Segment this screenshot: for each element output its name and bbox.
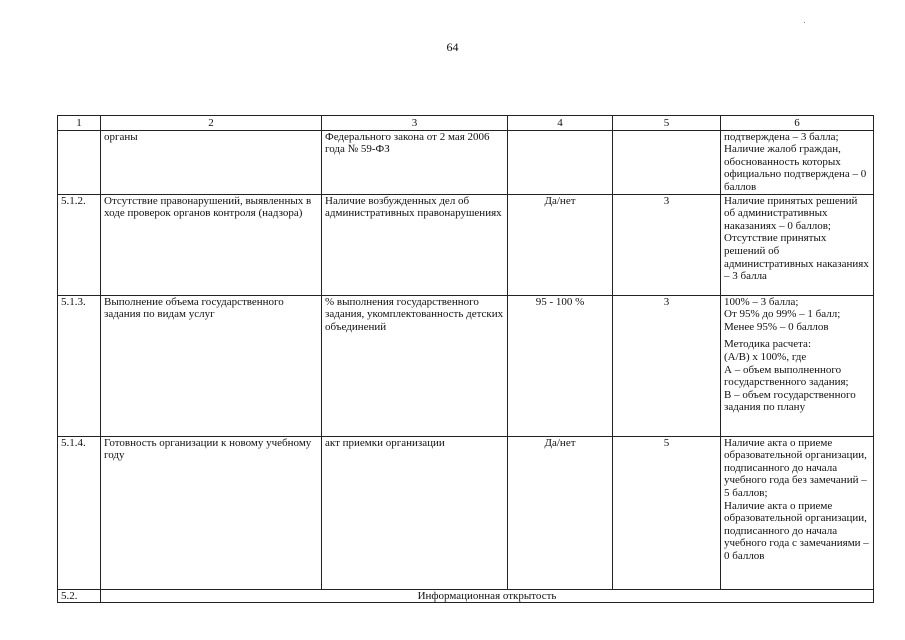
evaluation-line: Наличие акта о приеме образовательной организации, подписанного до начала учебного года с замечаниями – 0 баллов xyxy=(724,499,869,562)
criterion-name: органы xyxy=(101,130,322,194)
table-row xyxy=(58,130,874,194)
criterion-unit: Да/нет xyxy=(508,194,613,295)
criterion-indicator: Федерального закона от 2 мая 2006 года № 59-ФЗ xyxy=(322,130,508,194)
criterion-name: Отсутствие правонарушений, выявленных в ходе проверок органов контроля (надзора) xyxy=(101,194,322,295)
criterion-evaluation xyxy=(721,194,874,295)
criterion-unit xyxy=(508,130,613,194)
criteria-table xyxy=(57,115,874,603)
method-line: В – объем государственного задания по плану xyxy=(724,388,856,414)
row-number: 5.1.3. xyxy=(58,295,101,436)
criterion-evaluation xyxy=(721,130,874,194)
evaluation-line: Наличие жалоб граждан, обоснованность которых официально подтверждена – 0 баллов xyxy=(724,143,867,193)
column-header: 2 xyxy=(101,116,322,131)
column-header: 1 xyxy=(58,116,101,131)
evaluation-line: Наличие акта о приеме образовательной организации, подписанного до начала учебного года без замечаний – 5 баллов; xyxy=(724,436,867,499)
column-header: 6 xyxy=(721,116,874,131)
evaluation-line: Менее 95% – 0 баллов xyxy=(724,320,829,333)
criterion-evaluation xyxy=(721,295,874,436)
column-header: 3 xyxy=(322,116,508,131)
section-number: 5.2. xyxy=(58,589,101,603)
evaluation-line: От 95% до 99% – 1 балл; xyxy=(724,308,841,321)
row-number: 5.1.2. xyxy=(58,194,101,295)
criterion-unit: Да/нет xyxy=(508,436,613,589)
criterion-indicator: Наличие возбужденных дел об административных правонарушениях xyxy=(322,194,508,295)
method-line: А – объем выполненного государственного задания; xyxy=(724,363,849,389)
column-number-row xyxy=(58,116,874,131)
criterion-indicator: % выполнения государственного задания, укомплектованность детских объединений xyxy=(322,295,508,436)
evaluation-line: подтверждена – 3 балла; xyxy=(724,130,839,143)
scan-mark xyxy=(804,22,805,23)
evaluation-line: Наличие принятых решений об административных наказаниях – 0 баллов; xyxy=(724,194,858,232)
method-line: Методика расчета: xyxy=(724,338,811,351)
column-header: 4 xyxy=(508,116,613,131)
criterion-unit: 95 - 100 % xyxy=(508,295,613,436)
column-header: 5 xyxy=(613,116,721,131)
method-line: (А/В) х 100%, где xyxy=(724,350,807,363)
section-title: Информационная открытость xyxy=(101,589,874,603)
row-number: 5.1.4. xyxy=(58,436,101,589)
criterion-name: Выполнение объема государственного задания по видам услуг xyxy=(101,295,322,436)
criterion-evaluation xyxy=(721,436,874,589)
page-number: 64 xyxy=(446,40,459,54)
section-row xyxy=(58,589,874,603)
table-row xyxy=(58,295,874,436)
criterion-indicator: акт приемки организации xyxy=(322,436,508,589)
table-row xyxy=(58,194,874,295)
criterion-score: 3 xyxy=(613,194,721,295)
evaluation-line: Отсутствие принятых решений об административных наказаниях – 3 балла xyxy=(724,232,869,283)
row-number xyxy=(58,130,101,194)
table-row xyxy=(58,436,874,589)
evaluation-line: 100% – 3 балла; xyxy=(724,295,799,308)
criterion-score: 3 xyxy=(613,295,721,436)
criterion-name: Готовность организации к новому учебному году xyxy=(101,436,322,589)
criterion-score: 5 xyxy=(613,436,721,589)
criterion-score xyxy=(613,130,721,194)
